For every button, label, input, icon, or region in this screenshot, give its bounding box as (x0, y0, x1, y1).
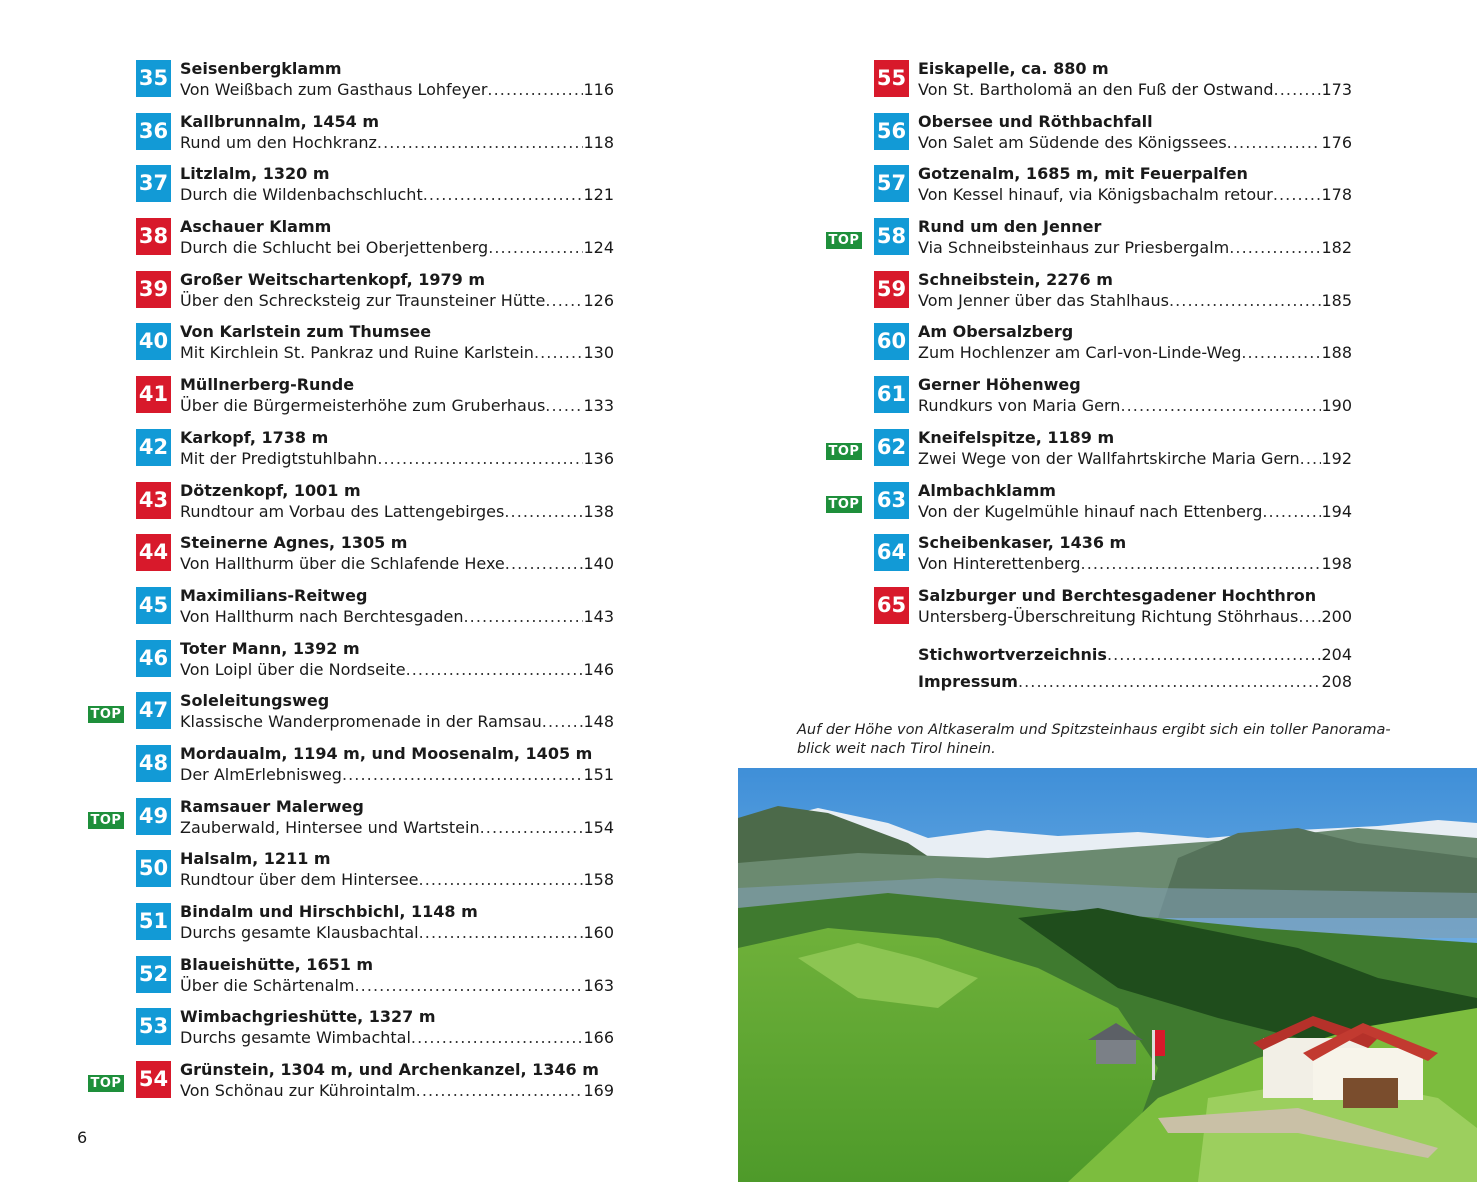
toc-entry-64[interactable] (826, 532, 1356, 585)
tour-subtitle: Zwei Wege von der Wallfahrtskirche Maria Gern (918, 448, 1300, 468)
leader-dots (416, 1080, 584, 1102)
tour-title: Seisenbergklamm (180, 59, 342, 78)
page-number: 6 (77, 1128, 88, 1147)
leader-dots (411, 1027, 584, 1049)
tour-page-number: 200 (1321, 606, 1352, 626)
tour-number-badge: 59 (874, 271, 909, 308)
toc-entry-39[interactable] (88, 269, 618, 322)
toc-entry-37[interactable] (88, 163, 618, 216)
tour-number-badge: 38 (136, 218, 171, 255)
tour-subtitle: Zum Hochlenzer am Carl-von-Linde-Weg (918, 343, 1242, 363)
leader-dots (1120, 395, 1321, 417)
toc-entry-43[interactable] (88, 480, 618, 533)
tour-page-number: 182 (1321, 238, 1352, 258)
tour-page-number: 158 (583, 870, 614, 890)
leader-dots (1274, 79, 1322, 101)
tour-title: Karkopf, 1738 m (180, 427, 329, 447)
leader-dots (1262, 501, 1321, 523)
tour-title: Gerner Höhenweg (918, 375, 1081, 395)
tour-subtitle: Untersberg-Überschreitung Richtung Stöhrhaus (918, 606, 1299, 626)
toc-entry-49[interactable] (88, 796, 618, 849)
toc-entry-54[interactable] (88, 1059, 618, 1112)
toc-entry-51[interactable] (88, 901, 618, 954)
tour-title: Mordaualm, 1194 m, und Moosenalm, 1405 m (180, 743, 593, 763)
tour-number-badge: 65 (874, 587, 909, 624)
tour-number-badge: 54 (136, 1061, 171, 1098)
toc-entry-65[interactable] (826, 585, 1356, 638)
tour-page-number: 133 (583, 396, 614, 416)
tour-subtitle: Von Loipl über die Nordseite (180, 659, 406, 679)
leader-dots (1018, 671, 1322, 693)
toc-entry-60[interactable] (826, 321, 1356, 374)
toc-extra-entry[interactable] (826, 644, 1356, 671)
leader-dots (342, 764, 584, 786)
leader-dots (1227, 132, 1322, 154)
tour-title: Maximilians-Reitweg (180, 585, 368, 605)
tour-subtitle: Mit Kirchlein St. Pankraz und Ruine Karlstein (180, 343, 534, 363)
tour-number-badge: 49 (136, 798, 171, 835)
tour-subtitle: Durchs gesamte Wimbachtal (180, 1028, 411, 1048)
panorama-photo (738, 768, 1477, 1182)
tour-title: Am Obersalzberg (918, 322, 1074, 342)
leader-dots (377, 448, 583, 470)
toc-entry-61[interactable] (826, 374, 1356, 427)
tour-title: Grünstein, 1304 m, und Archenkanzel, 1346 m (180, 1060, 599, 1080)
leader-dots (1107, 644, 1322, 666)
tour-subtitle: Von Hallthurm nach Berchtesgaden (180, 606, 464, 626)
tour-title: Almbachklamm (918, 480, 1056, 500)
leader-dots (406, 659, 584, 681)
tour-subtitle: Von Weißbach zum Gasthaus Lohfeyer (180, 80, 488, 99)
leader-dots (1081, 553, 1322, 575)
tour-subtitle: Durchs gesamte Klausbachtal (180, 923, 419, 942)
toc-entry-41[interactable] (88, 374, 618, 427)
tour-title: Obersee und Röthbachfall (918, 111, 1153, 131)
tour-title: Litzlalm, 1320 m (180, 164, 330, 184)
tour-number-badge: 53 (136, 1008, 171, 1045)
top-badge: TOP (826, 496, 862, 513)
leader-dots (534, 342, 584, 364)
leader-dots (423, 184, 584, 206)
tour-number-badge: 48 (136, 745, 171, 782)
tour-number-badge: 45 (136, 587, 171, 624)
leader-dots (1229, 237, 1321, 259)
tour-title: Kneifelspitze, 1189 m (918, 427, 1115, 447)
leader-dots (488, 237, 583, 259)
tour-number-badge: 56 (874, 113, 909, 150)
extra-page-number: 204 (1321, 644, 1352, 664)
tour-title: Schneibstein, 2276 m (918, 269, 1113, 289)
leader-dots (354, 975, 583, 997)
leader-dots (480, 817, 584, 839)
top-badge: TOP (826, 443, 862, 460)
tour-title: Salzburger und Berchtesgadener Hochthron (918, 585, 1317, 605)
tour-number-badge: 64 (874, 534, 909, 571)
extra-label: Impressum (918, 671, 1018, 691)
tour-number-badge: 62 (874, 429, 909, 466)
toc-entry-62[interactable] (826, 427, 1356, 480)
top-badge: TOP (88, 812, 124, 829)
toc-entry-48[interactable] (88, 743, 618, 796)
leader-dots (463, 606, 583, 628)
leader-dots (377, 132, 584, 154)
tour-number-badge: 55 (874, 60, 909, 97)
tour-number-badge: 57 (874, 165, 909, 202)
leader-dots (545, 395, 583, 417)
tour-page-number: 116 (583, 80, 614, 99)
tour-title: Blaueishütte, 1651 m (180, 954, 374, 974)
tour-number-badge: 35 (136, 60, 171, 97)
tour-page-number: 194 (1321, 501, 1352, 521)
tour-page-number: 198 (1321, 554, 1352, 574)
toc-entry-38[interactable] (88, 216, 618, 269)
tour-number-badge: 47 (136, 692, 171, 729)
tour-subtitle: Vom Jenner über das Stahlhaus (918, 290, 1169, 310)
tour-subtitle: Rundtour über dem Hintersee (180, 870, 419, 890)
leader-dots (1298, 606, 1321, 628)
tour-page-number: 140 (583, 554, 614, 574)
tour-title: Rund um den Jenner (918, 217, 1102, 237)
tour-title: Halsalm, 1211 m (180, 849, 331, 869)
tour-number-badge: 40 (136, 323, 171, 360)
leader-dots (1300, 448, 1322, 470)
toc-entry-59[interactable] (826, 269, 1356, 322)
leader-dots (419, 869, 584, 891)
tour-number-badge: 63 (874, 482, 909, 519)
toc-extra-entry[interactable] (826, 671, 1356, 698)
toc-entry-50[interactable] (88, 848, 618, 901)
tour-subtitle: Über die Schärtenalm (180, 975, 355, 995)
tour-page-number: 190 (1321, 396, 1352, 416)
tour-page-number: 185 (1321, 290, 1352, 310)
tour-page-number: 154 (583, 817, 614, 837)
leader-dots (505, 553, 584, 575)
top-badge: TOP (826, 232, 862, 249)
toc-entry-42[interactable] (88, 427, 618, 480)
tour-number-badge: 51 (136, 903, 171, 940)
toc-entry-57[interactable] (826, 163, 1356, 216)
tour-number-badge: 44 (136, 534, 171, 571)
leader-dots (419, 922, 584, 944)
toc-entry-36[interactable] (88, 111, 618, 164)
tour-title: Dötzenkopf, 1001 m (180, 480, 361, 500)
tour-subtitle: Rund um den Hochkranz (180, 132, 377, 152)
tour-title: Von Karlstein zum Thumsee (180, 322, 432, 342)
tour-page-number: 148 (583, 712, 614, 732)
tour-subtitle: Klassische Wanderpromenade in der Ramsau (180, 712, 542, 732)
tour-title: Soleleitungsweg (180, 691, 330, 711)
tour-subtitle: Via Schneibsteinhaus zur Priesbergalm (918, 238, 1230, 258)
tour-page-number: 130 (583, 343, 614, 363)
tour-page-number: 124 (583, 238, 614, 258)
tour-number-badge: 50 (136, 850, 171, 887)
toc-entry-56[interactable] (826, 111, 1356, 164)
tour-title: Bindalm und Hirschbichl, 1148 m (180, 902, 478, 921)
toc-entry-47[interactable] (88, 690, 618, 743)
tour-subtitle: Durch die Wildenbachschlucht (180, 185, 423, 205)
tour-title: Aschauer Klamm (180, 217, 332, 237)
toc-column-left (88, 58, 618, 1112)
tour-subtitle: Mit der Predigtstuhlbahn (180, 448, 378, 468)
tour-title: Ramsauer Malerweg (180, 796, 364, 816)
tour-subtitle: Von Hinterettenberg (918, 554, 1081, 574)
tour-page-number: 192 (1321, 448, 1352, 468)
toc-entry-35[interactable] (88, 58, 618, 111)
toc-entry-58[interactable] (826, 216, 1356, 269)
tour-title: Eiskapelle, ca. 880 m (918, 59, 1109, 78)
toc-entry-40[interactable] (88, 321, 618, 374)
tour-number-badge: 39 (136, 271, 171, 308)
tour-subtitle: Von der Kugelmühle hinauf nach Ettenberg (918, 501, 1263, 521)
tour-subtitle: Der AlmErlebnisweg (180, 764, 342, 784)
tour-number-badge: 42 (136, 429, 171, 466)
extra-label: Stichwortverzeichnis (918, 644, 1107, 664)
tour-title: Toter Mann, 1392 m (180, 638, 360, 658)
tour-page-number: 126 (583, 290, 614, 310)
tour-subtitle: Von Schönau zur Kührointalm (180, 1081, 416, 1101)
tour-page-number: 188 (1321, 343, 1352, 363)
tour-page-number: 176 (1321, 132, 1352, 152)
tour-subtitle: Rundkurs von Maria Gern (918, 396, 1121, 416)
tour-subtitle: Von Kessel hinauf, via Königsbachalm retour (918, 185, 1273, 205)
toc-entry-44[interactable] (88, 532, 618, 585)
tour-page-number: 118 (583, 132, 614, 152)
tour-title: Steinerne Agnes, 1305 m (180, 533, 408, 553)
toc-column-right (826, 58, 1356, 698)
tour-number-badge: 52 (136, 956, 171, 993)
tour-page-number: 143 (583, 606, 614, 626)
leader-dots (1273, 184, 1322, 206)
toc-entry-55[interactable] (826, 58, 1356, 111)
tour-number-badge: 41 (136, 376, 171, 413)
tour-subtitle: Von Salet am Südende des Königssees (918, 132, 1227, 152)
tour-page-number: 166 (583, 1028, 614, 1048)
tour-page-number: 173 (1321, 80, 1352, 99)
toc-entry-53[interactable] (88, 1006, 618, 1059)
tour-number-badge: 61 (874, 376, 909, 413)
tour-title: Gotzenalm, 1685 m, mit Feuerpalfen (918, 164, 1248, 184)
leader-dots (1241, 342, 1321, 364)
toc-entry-45[interactable] (88, 585, 618, 638)
tour-subtitle: Zauberwald, Hintersee und Wartstein (180, 817, 480, 837)
tour-subtitle: Über den Schrecksteig zur Traunsteiner Hütte (180, 290, 546, 310)
tour-number-badge: 36 (136, 113, 171, 150)
toc-entry-63[interactable] (826, 480, 1356, 533)
tour-page-number: 136 (583, 448, 614, 468)
extra-page-number: 208 (1321, 671, 1352, 691)
tour-page-number: 169 (583, 1081, 614, 1101)
tour-number-badge: 46 (136, 640, 171, 677)
tour-page-number: 151 (583, 764, 614, 784)
top-badge: TOP (88, 1075, 124, 1092)
tour-title: Kallbrunnalm, 1454 m (180, 111, 380, 131)
tour-page-number: 160 (583, 923, 614, 942)
tour-title: Scheibenkaser, 1436 m (918, 533, 1127, 553)
photo-caption: Auf der Höhe von Altkaseralm und Spitzsteinhaus ergibt sich ein toller Panorama-blick weit nach Tirol hinein. (797, 722, 1391, 757)
leader-dots (542, 711, 584, 733)
leader-dots (1169, 290, 1322, 312)
leader-dots (545, 290, 583, 312)
tour-page-number: 178 (1321, 185, 1352, 205)
tour-title: Wimbachgrieshütte, 1327 m (180, 1007, 436, 1027)
tour-number-badge: 37 (136, 165, 171, 202)
tour-page-number: 121 (583, 185, 614, 205)
tour-subtitle: Über die Bürgermeisterhöhe zum Gruberhaus (180, 396, 546, 416)
toc-entry-46[interactable] (88, 638, 618, 691)
tour-subtitle: Durch die Schlucht bei Oberjettenberg (180, 238, 489, 258)
leader-dots (504, 501, 583, 523)
tour-title: Großer Weitschartenkopf, 1979 m (180, 269, 486, 289)
tour-number-badge: 58 (874, 218, 909, 255)
tour-subtitle: Von Hallthurm über die Schlafende Hexe (180, 554, 505, 574)
tour-page-number: 146 (583, 659, 614, 679)
tour-subtitle: Von St. Bartholomä an den Fuß der Ostwand (918, 80, 1274, 99)
tour-page-number: 138 (583, 501, 614, 521)
leader-dots (487, 79, 583, 101)
tour-page-number: 163 (583, 975, 614, 995)
tour-subtitle: Rundtour am Vorbau des Lattengebirges (180, 501, 505, 521)
toc-entry-52[interactable] (88, 954, 618, 1007)
top-badge: TOP (88, 706, 124, 723)
tour-title: Müllnerberg-Runde (180, 375, 355, 395)
tour-number-badge: 60 (874, 323, 909, 360)
tour-number-badge: 43 (136, 482, 171, 519)
